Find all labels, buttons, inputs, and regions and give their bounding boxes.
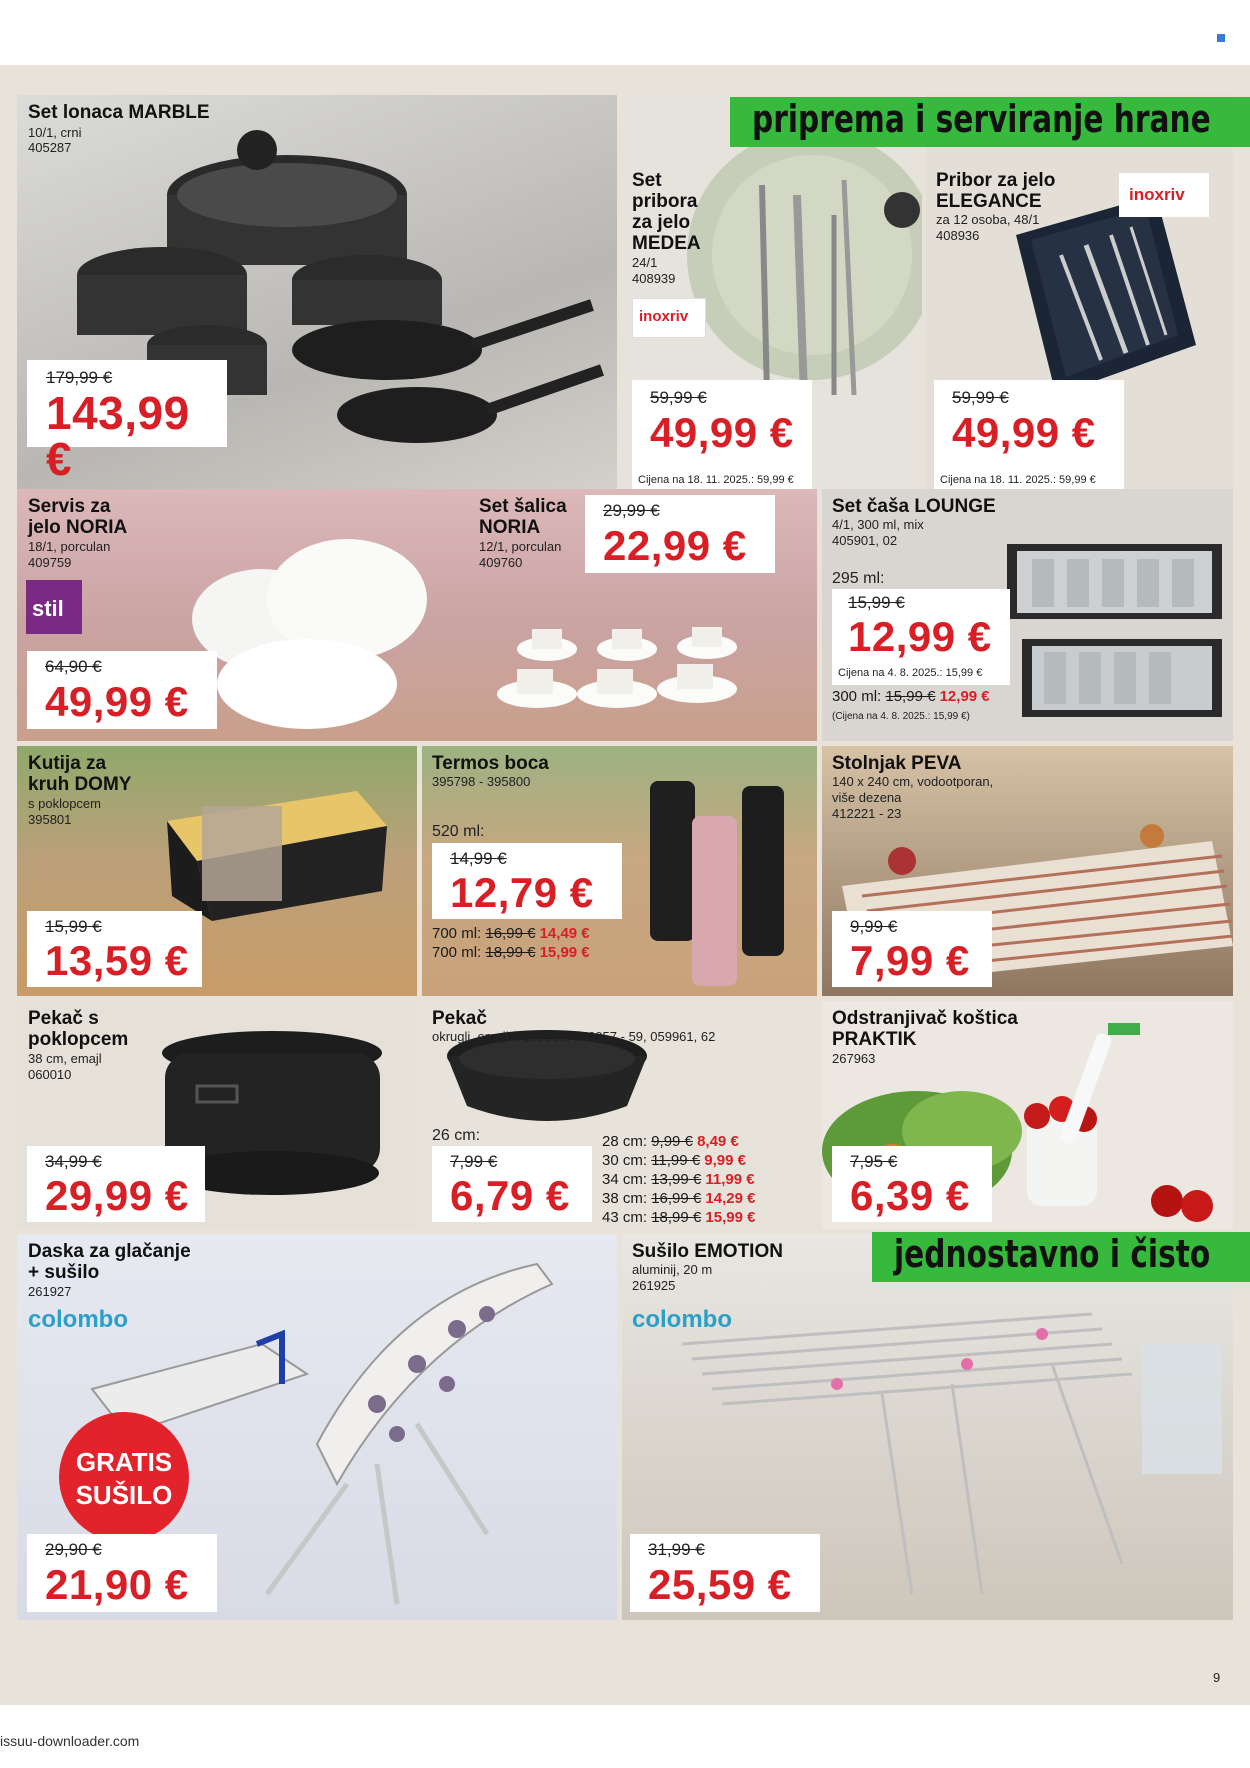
product-code: 408939	[632, 271, 676, 286]
product-desc: s poklopcem	[28, 796, 101, 811]
inoxriv-logo: inoxriv	[1119, 173, 1209, 217]
product-desc: 24/1	[632, 255, 658, 270]
product-desc-1: 140 x 240 cm, vodootporan,	[832, 774, 994, 789]
old-price: 7,99 €	[450, 1152, 498, 1171]
catalog-page	[0, 65, 1250, 1705]
old-price: 29,99 €	[603, 501, 660, 520]
product-termos[interactable]	[422, 746, 817, 996]
new-price: 22,99 €	[603, 522, 747, 569]
product-marble[interactable]	[17, 95, 617, 517]
product-title: Termos boca	[432, 753, 549, 774]
variant-note: (Cijena na 4. 8. 2025.: 15,99 €)	[832, 711, 970, 722]
old-price: 59,99 €	[650, 388, 707, 407]
old-price: 15,99 €	[45, 917, 102, 936]
product-desc: za 12 osoba, 48/1	[936, 212, 1040, 227]
variant-line: 34 cm: 13,99 € 11,99 €	[602, 1171, 755, 1188]
product-title: Stolnjak PEVA	[832, 753, 962, 774]
new-price: 21,90 €	[45, 1561, 189, 1608]
product-code: 261925	[632, 1278, 676, 1293]
variant-lines	[432, 924, 590, 962]
old-price: 31,99 €	[648, 1540, 705, 1559]
price-box	[27, 911, 202, 987]
product-title: Pribor za jelo ELEGANCE	[936, 170, 1056, 212]
price-box	[432, 843, 622, 919]
old-price: 179,99 €	[46, 368, 113, 387]
variant-line: 43 cm: 18,99 € 15,99 €	[602, 1209, 756, 1226]
product-title: Daska za glačanje + sušilo	[28, 1241, 191, 1283]
inoxriv-logo: inoxriv	[632, 298, 706, 338]
new-price: 13,59 €	[45, 937, 189, 984]
price-box	[432, 1146, 592, 1222]
price-box	[27, 1146, 205, 1222]
page-number: 9	[1213, 1670, 1221, 1685]
old-price: 34,99 €	[45, 1152, 102, 1171]
product-title: Pekač s poklopcem	[28, 1008, 129, 1050]
old-price: 14,99 €	[450, 849, 507, 868]
product-elegance[interactable]	[926, 95, 1233, 517]
price-box	[632, 380, 812, 470]
stil-logo: stil	[26, 580, 82, 634]
product-title: Set čaša LOUNGE	[832, 496, 996, 517]
product-domy[interactable]	[17, 746, 417, 996]
product-desc: 4/1, 300 ml, mix	[832, 517, 924, 532]
product-code: 060010	[28, 1067, 72, 1082]
price-box	[630, 1534, 820, 1612]
variant-line: 300 ml: 15,99 € 12,99 €	[832, 688, 990, 705]
new-price: 6,79 €	[450, 1172, 570, 1219]
old-price: 15,99 €	[848, 593, 905, 612]
product-title: Kutija za kruh DOMY	[28, 753, 132, 795]
product-lounge[interactable]	[822, 489, 1233, 741]
product-code: 412221 - 23	[832, 806, 902, 821]
product-pekac-poklopac[interactable]	[17, 1001, 417, 1229]
variant-line: 28 cm: 9,99 € 8,49 €	[602, 1133, 739, 1150]
price-box	[832, 1146, 992, 1222]
price-box	[832, 589, 1010, 663]
price-note: Cijena na 4. 8. 2025.: 15,99 €	[832, 663, 1010, 685]
product-desc: 38 cm, emajl	[28, 1051, 102, 1066]
product-code-2: 409760	[479, 555, 523, 570]
new-price: 6,39 €	[850, 1172, 970, 1219]
new-price: 12,79 €	[450, 869, 594, 916]
product-title: Servis za jelo NORIA	[28, 496, 128, 538]
variant-line: 38 cm: 16,99 € 14,29 €	[602, 1190, 756, 1207]
gratis-badge: GRATIS SUŠILO	[59, 1412, 189, 1542]
price-box	[27, 360, 227, 485]
product-code: 405287	[28, 140, 72, 155]
product-title: Odstranjivač koštica PRAKTIK	[832, 1008, 1018, 1050]
colombo-logo: colombo	[632, 1306, 732, 1333]
product-desc: 18/1, porculan	[28, 539, 111, 554]
new-price: 25,59 €	[648, 1561, 792, 1608]
product-desc: 10/1, crni	[28, 125, 82, 140]
new-price: 143,99 €	[46, 387, 190, 485]
variant-line: 700 ml: 16,99 € 14,49 €	[432, 925, 590, 942]
variant-line: 700 ml: 18,99 € 15,99 €	[432, 944, 590, 961]
product-code: 405901, 02	[832, 533, 898, 548]
product-code: 408936	[936, 228, 980, 243]
product-daska[interactable]	[17, 1234, 617, 1620]
new-price: 7,99 €	[850, 937, 970, 984]
product-title: Set pribora za jelo MEDEA	[632, 170, 701, 254]
product-title-2: Set šalica NORIA	[479, 496, 567, 538]
size-label: 520 ml:	[432, 823, 485, 840]
new-price: 29,99 €	[45, 1172, 189, 1219]
banner-bottom: jednostavno i čisto	[872, 1232, 1250, 1282]
price-note: Cijena na 18. 11. 2025.: 59,99 €	[934, 470, 1124, 492]
product-desc: aluminij, 20 m	[632, 1262, 713, 1277]
product-code: 267963	[832, 1051, 876, 1066]
product-noria-servis[interactable]	[17, 489, 817, 741]
product-emotion[interactable]	[622, 1234, 1233, 1620]
top-corner-mark	[1217, 34, 1225, 42]
price-note: Cijena na 18. 11. 2025.: 59,99 €	[632, 470, 812, 492]
product-peva[interactable]	[822, 746, 1233, 996]
product-code: 261927	[28, 1284, 72, 1299]
new-price: 12,99 €	[848, 613, 992, 660]
product-title: Set lonaca MARBLE	[28, 102, 210, 123]
old-price: 59,99 €	[952, 388, 1009, 407]
product-desc: okrugli, emajl // 059955, 059957 - 59, 059961, 62	[432, 1029, 716, 1044]
product-medea[interactable]	[622, 95, 922, 517]
old-price: 9,99 €	[850, 917, 898, 936]
product-praktik[interactable]	[822, 1001, 1233, 1229]
size-label: 26 cm:	[432, 1127, 481, 1144]
product-title: Pekač	[432, 1008, 487, 1029]
variant-line: 30 cm: 11,99 € 9,99 €	[602, 1152, 747, 1169]
price-box	[27, 1534, 217, 1612]
old-price: 7,95 €	[850, 1152, 898, 1171]
product-code: 395798 - 395800	[432, 774, 531, 789]
price-box	[934, 380, 1124, 470]
new-price: 49,99 €	[45, 678, 189, 725]
old-price: 29,90 €	[45, 1540, 102, 1559]
product-pekac[interactable]	[422, 1001, 817, 1229]
product-code: 395801	[28, 812, 72, 827]
size-label: 295 ml:	[832, 570, 885, 587]
banner-top: priprema i serviranje hrane	[730, 97, 1250, 147]
new-price: 49,99 €	[952, 409, 1096, 456]
variant-lines	[602, 1132, 755, 1227]
product-code: 409759	[28, 555, 72, 570]
product-desc-2: 12/1, porculan	[479, 539, 562, 554]
price-box	[832, 911, 992, 987]
price-box	[27, 651, 217, 729]
product-title: Sušilo EMOTION	[632, 1241, 783, 1262]
product-desc-2: više dezena	[832, 790, 902, 805]
old-price: 64,90 €	[45, 657, 102, 676]
new-price: 49,99 €	[650, 409, 794, 456]
price-box-2	[585, 495, 775, 573]
colombo-logo: colombo	[28, 1306, 128, 1333]
footer-watermark: issuu-downloader.com	[0, 1733, 140, 1749]
